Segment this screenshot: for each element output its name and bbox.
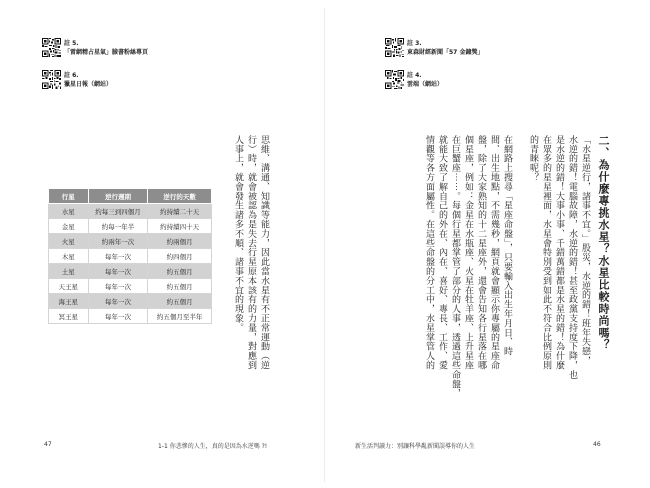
- table-cell: 每年一次: [88, 294, 148, 309]
- footnote-5: [64, 39, 148, 57]
- page-number: 47: [44, 441, 52, 448]
- running-footer: 1-1 你悲慘的人生，真的是因為水逆嗎 ?!: [158, 443, 268, 450]
- table-cell: 水星: [49, 204, 89, 219]
- body-column: 的青睞呢？: [528, 135, 538, 182]
- body-column: 在網路上搜尋「星座命盤」，只要輸入出生年月日、時: [502, 135, 512, 357]
- qr-code-icon[interactable]: [42, 70, 61, 89]
- body-column: 水逆的錯！電腦故障，水逆的錯！甚至政黨支持度下降，也: [567, 135, 577, 380]
- footnote-6: [64, 71, 112, 89]
- table-cell: 約四個月: [148, 249, 212, 264]
- footnote-3: [407, 39, 483, 57]
- footnote-title: 東森財經新聞「57 金鐘獎」: [407, 49, 484, 56]
- qr-code-icon[interactable]: [385, 38, 404, 57]
- body-column: 人事上，就會發生諸多不順、諸事不宜的現象。: [233, 135, 243, 333]
- retrograde-table: [48, 188, 212, 324]
- footnote-number: 註 3.: [407, 40, 422, 47]
- footnote-4: [407, 71, 443, 89]
- body-column: 是水逆的錯！大事小事、千錯萬錯都是水星的錯！為什麼: [554, 135, 564, 370]
- table-cell: 每年一次: [88, 309, 148, 324]
- table-cell: 海王星: [49, 294, 89, 309]
- right-page: [325, 0, 650, 488]
- footnote-number: 註 6.: [64, 72, 79, 79]
- table-row: [49, 249, 212, 264]
- table-header-cell: 行星: [49, 189, 89, 204]
- table-row: [49, 294, 212, 309]
- body-column: 個星座，例如：金星在水瓶座、火星在牡羊座、上升星座: [463, 135, 473, 370]
- body-column: 間、出生地點，不需幾秒，網頁就會顯示你專屬的星座命: [489, 135, 499, 370]
- table-cell: 約兩年一次: [88, 234, 148, 249]
- table-cell: 木星: [49, 249, 89, 264]
- footnote-title: 「雷網精占星氣」臉書粉絲專頁: [64, 49, 149, 56]
- table-cell: 約五個月: [148, 279, 212, 294]
- body-column: 「水星逆行，諸事不宜。」股災，水逆的錯！班年失戀，: [580, 135, 590, 366]
- body-column: 就能大致了解自己的外在、內在、喜好、專長、工作、愛: [437, 135, 447, 370]
- table-row: [49, 279, 212, 294]
- section-heading: 二、為什麼專挑水星？水星比較時尚嗎？: [597, 135, 610, 351]
- table-row: [49, 264, 212, 279]
- footnote-number: 註 4.: [407, 72, 422, 79]
- body-column: 在巨蟹座⋯⋯。每個行星都掌管了部分的人事，透過這些命盤，: [450, 135, 460, 399]
- table-cell: 金星: [49, 219, 89, 234]
- table-header-row: [49, 189, 212, 204]
- table-row: [49, 219, 212, 234]
- running-footer: 新生活判讀力：別讓科學亂新聞誤導你的人生: [355, 443, 476, 450]
- table-cell: 火星: [49, 234, 89, 249]
- table-header-cell: 逆行的天數: [148, 189, 212, 204]
- table-cell: 約每一年半: [88, 219, 148, 234]
- table-cell: 每年一次: [88, 264, 148, 279]
- table-row: [49, 234, 212, 249]
- table-cell: 約五個月: [148, 264, 212, 279]
- body-column: 思維、溝通、知識等能力，因此當水星有不正常運動（逆: [259, 135, 269, 370]
- body-column: 盤，除了大家熟知的十二星座外，還會告知各行星落在哪: [476, 135, 486, 370]
- table-cell: 約持續二十天: [148, 204, 212, 219]
- qr-code-icon[interactable]: [385, 70, 404, 89]
- footnote-title: 雲端（網站）: [407, 81, 444, 88]
- table-cell: 約持續四十天: [148, 219, 212, 234]
- table-cell: 每年一次: [88, 249, 148, 264]
- table-cell: 土星: [49, 264, 89, 279]
- table-header-cell: 逆行週期: [88, 189, 148, 204]
- body-column: 情觀等各方面屬性。在這些命盤的分工中，水星掌管人的: [424, 135, 434, 370]
- table-cell: 冥王星: [49, 309, 89, 324]
- footnote-title: 獵星日報（網站）: [64, 81, 113, 88]
- table-row: [49, 204, 212, 219]
- table-cell: 約五個月至半年: [148, 309, 212, 324]
- body-column: 行）時，就會被認為是失去行星原本該有的力量，對應到: [246, 135, 256, 370]
- table-cell: 約每三到四個月: [88, 204, 148, 219]
- table-cell: 天王星: [49, 279, 89, 294]
- qr-code-icon[interactable]: [42, 38, 61, 57]
- table-cell: 約五個月: [148, 294, 212, 309]
- page-number: 46: [593, 441, 601, 448]
- table-row: [49, 309, 212, 324]
- body-column: 在眾多的星星裡面，水星會特別受到如此不符合比例原則: [541, 135, 551, 370]
- table-cell: 每年一次: [88, 279, 148, 294]
- table-cell: 約兩個月: [148, 234, 212, 249]
- footnote-number: 註 5.: [64, 40, 79, 47]
